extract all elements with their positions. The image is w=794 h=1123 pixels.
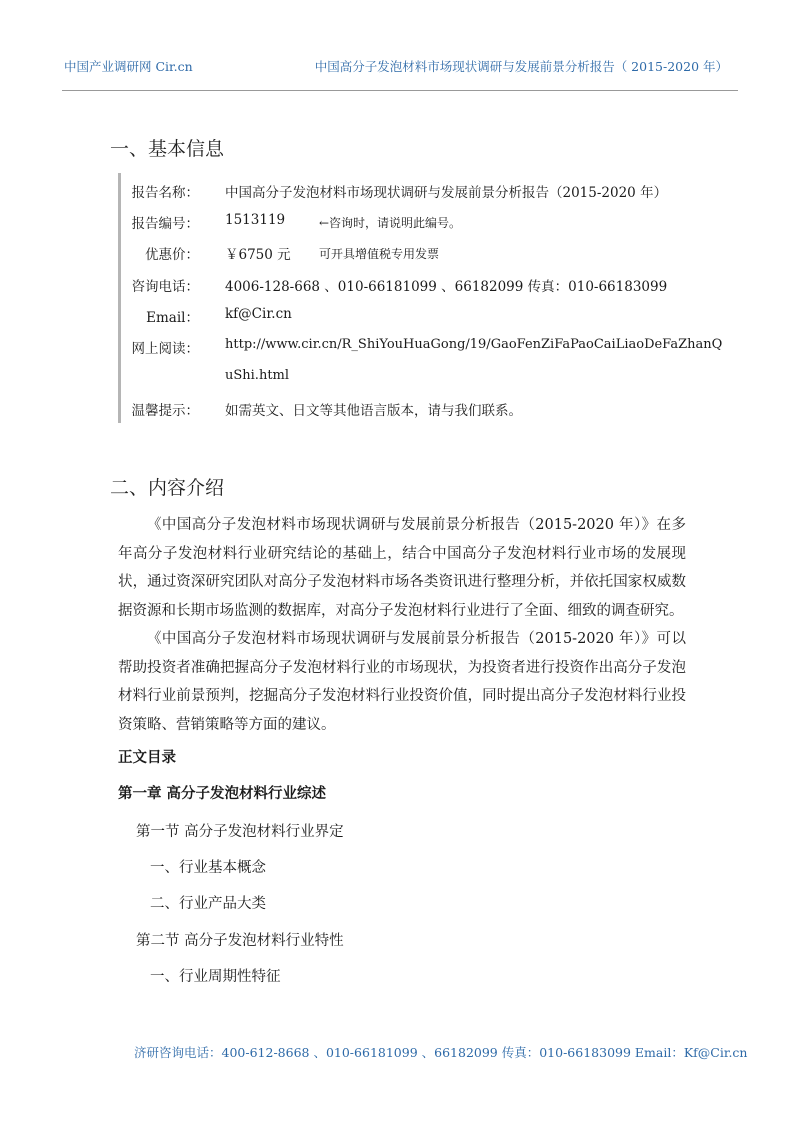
toc-item-1-1-1[interactable]: 一、行业基本概念 — [150, 860, 266, 876]
info-note-price: 可开具增值税专用发票 — [319, 247, 440, 261]
info-label-url: 网上阅读： — [131, 341, 199, 357]
section-title-content-intro: 二、内容介绍 — [110, 477, 225, 499]
info-box — [118, 173, 723, 423]
intro-paragraph-2 — [118, 625, 686, 739]
toc-item-1-2-1[interactable]: 一、行业周期性特征 — [150, 969, 281, 985]
info-label-tip: 温馨提示： — [131, 403, 199, 419]
header-site-name: 中国产业调研网 Cir.cn — [64, 59, 193, 74]
section-title-basic-info: 一、基本信息 — [110, 138, 225, 160]
toc-heading: 正文目录 — [118, 749, 176, 766]
toc-section-1-2[interactable]: 第二节 高分子发泡材料行业特性 — [136, 933, 344, 949]
header-report-title: 中国高分子发泡材料市场现状调研与发展前景分析报告（ 2015-2020 年） — [314, 59, 728, 74]
header-divider — [62, 90, 738, 91]
info-value-phone: 4006-128-668 、010-66181099 、66182099 传真：010-66183099 — [225, 279, 668, 295]
info-label-email: Email： — [146, 310, 199, 326]
toc-item-1-1-2[interactable]: 二、行业产品大类 — [150, 896, 266, 912]
toc-chapter-1[interactable]: 第一章 高分子发泡材料行业综述 — [118, 785, 327, 802]
info-value-url-line2[interactable]: uShi.html — [225, 368, 290, 383]
info-value-email[interactable]: kf@Cir.cn — [225, 306, 292, 322]
footer-contact: 济研咨询电话：400-612-8668 、010-66181099 、66182099 传真：010-66183099 Email：Kf@Cir.cn — [134, 1045, 748, 1060]
info-value-url-line1[interactable]: http://www.cir.cn/R_ShiYouHuaGong/19/GaoFenZiFaPaoCaiLiaoDeFaZhanQ — [225, 337, 723, 352]
info-value-name: 中国高分子发泡材料市场现状调研与发展前景分析报告（2015-2020 年） — [225, 185, 668, 201]
info-note-code: ←咨询时，请说明此编号。 — [319, 216, 462, 230]
info-label-name: 报告名称： — [131, 185, 199, 201]
toc-section-1-1[interactable]: 第一节 高分子发泡材料行业界定 — [136, 824, 344, 840]
info-label-phone: 咨询电话： — [131, 279, 199, 295]
info-label-code: 报告编号： — [131, 216, 199, 232]
info-value-tip: 如需英文、日文等其他语言版本，请与我们联系。 — [225, 403, 522, 419]
intro-paragraph-1 — [118, 511, 686, 625]
intro-paragraph-2-text: 《中国高分子发泡材料市场现状调研与发展前景分析报告（2015-2020 年）》可以帮助投资者准确把握高分子发泡材料行业的市场现状，为投资者进行投资作出高分子发泡材料行业前景预判，挖掘高分子发泡材料行业投资价值，同时提出高分子发泡材料行业投资策略、营销策略等方面的建议。 — [118, 631, 686, 733]
info-label-price: 优惠价： — [145, 247, 199, 263]
info-value-code: 1513119 — [225, 212, 286, 228]
intro-paragraph-1-text: 《中国高分子发泡材料市场现状调研与发展前景分析报告（2015-2020 年）》在多年高分子发泡材料行业研究结论的基础上，结合中国高分子发泡材料行业市场的发展现状，通过资深研究团队对高分子发泡材料市场各类资讯进行整理分析，并依托国家权威数据资源和长期市场监测的数据库，对高分子发泡材料行业进行了全面、细致的调查研究。 — [118, 517, 686, 619]
info-value-price: ￥6750 元 — [225, 247, 291, 263]
